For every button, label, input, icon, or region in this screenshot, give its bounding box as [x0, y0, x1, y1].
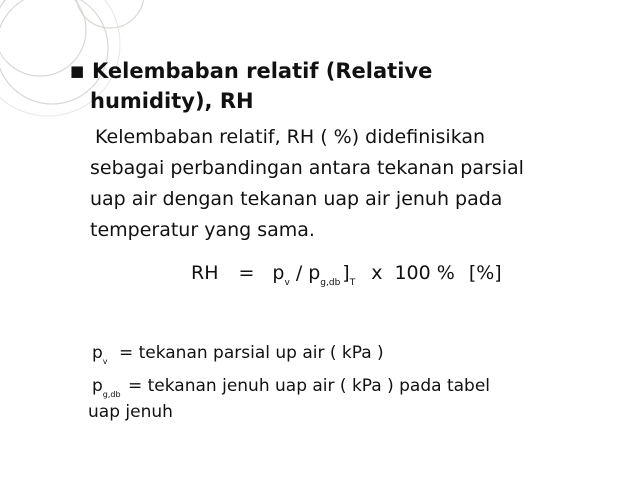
- def-pg-text: = tekanan jenuh uap air ( kPa ) pada tabel: [127, 376, 491, 396]
- def-pg-cont-text: uap jenuh: [88, 402, 173, 422]
- square-bullet-icon: ■: [70, 62, 85, 80]
- def-pg-base: p: [92, 376, 103, 396]
- definition-pg-continued: [88, 399, 173, 425]
- formula-pv-sub: v: [284, 278, 290, 288]
- definition-pv: [92, 340, 384, 375]
- paragraph-line-3: uap air dengan tekanan uap air jenuh pada: [90, 188, 503, 210]
- formula-times: x: [371, 262, 383, 284]
- formula-pg-sub: g,db: [320, 278, 341, 288]
- formula-pg: p: [308, 262, 321, 284]
- def-pv-base: p: [92, 343, 103, 363]
- formula-value: 100 %: [394, 262, 455, 284]
- formula-bracket: ]: [342, 262, 350, 284]
- paragraph-line-4: temperatur yang sama.: [90, 219, 315, 241]
- paragraph-line-2: sebagai perbandingan antara tekanan parsial: [90, 157, 524, 179]
- paragraph-line-1: Kelembaban relatif, RH ( %) didefinisikan: [95, 126, 486, 148]
- formula-pv: p: [272, 262, 285, 284]
- definition-paragraph: [90, 122, 610, 246]
- heading-line-1: Kelembaban relatif (Relative: [92, 59, 433, 83]
- formula-slash: /: [295, 262, 303, 284]
- formula-unit: [%]: [468, 262, 502, 284]
- rh-formula: [191, 262, 502, 288]
- def-pv-text: = tekanan parsial up air ( kPa ): [118, 343, 384, 363]
- heading-line-2: humidity), RH: [90, 89, 254, 113]
- formula-t-sub: T: [349, 278, 356, 288]
- heading: [70, 56, 590, 116]
- def-pv-sub: v: [102, 357, 108, 366]
- def-pg-sub: g,db: [102, 390, 121, 399]
- formula-lhs: RH: [191, 262, 219, 284]
- formula-equals: =: [238, 262, 255, 284]
